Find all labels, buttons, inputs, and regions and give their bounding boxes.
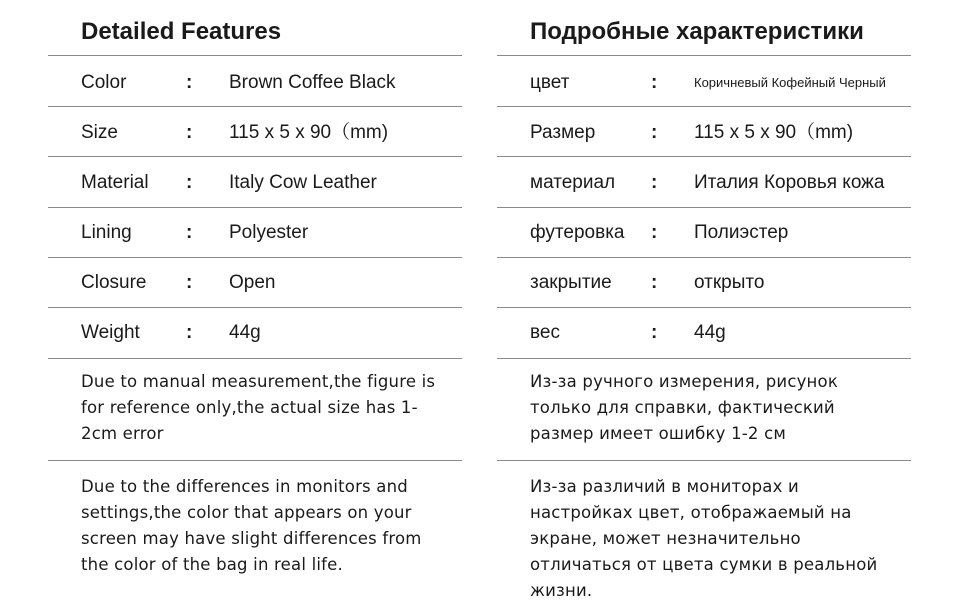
spec-label: Size — [81, 122, 118, 143]
spec-separator: : — [186, 72, 193, 93]
divider — [48, 106, 462, 107]
spec-row-weight — [48, 308, 462, 358]
spec-separator: : — [651, 222, 658, 243]
spec-row-color — [497, 58, 911, 108]
spec-row-lining — [497, 208, 911, 258]
spec-label: Weight — [81, 322, 140, 343]
spec-separator: : — [186, 172, 193, 193]
divider — [497, 460, 911, 461]
color-note: Due to the differences in monitors and settings,the color that appears on your screen may have slight differences from the color of the bag in real life. — [81, 477, 422, 574]
spec-row-material — [48, 158, 462, 208]
divider — [48, 460, 462, 461]
spec-row-closure — [48, 258, 462, 308]
spec-separator: : — [651, 72, 658, 93]
spec-label: Closure — [81, 272, 147, 293]
measurement-note: Из-за ручного измерения, рисунок только для справки, фактический размер имеет ошибку 1-2 см — [530, 372, 839, 443]
spec-value: открыто — [694, 272, 765, 293]
spec-separator: : — [186, 122, 193, 143]
spec-row-size — [497, 108, 911, 158]
divider — [497, 106, 911, 107]
spec-row-material — [497, 158, 911, 208]
divider — [48, 358, 462, 359]
color-note: Из-за различий в мониторах и настройках цвет, отображаемый на экране, может незначительно отличаться от цвета сумки в реальной жизни. — [530, 477, 878, 600]
spec-label: Color — [81, 72, 127, 93]
spec-label: вес — [530, 322, 560, 343]
spec-label: Material — [81, 172, 149, 193]
spec-label: Lining — [81, 222, 132, 243]
spec-separator: : — [651, 272, 658, 293]
spec-row-color — [48, 58, 462, 108]
spec-value: Полиэстер — [694, 222, 789, 243]
spec-separator: : — [651, 172, 658, 193]
spec-separator: : — [186, 322, 193, 343]
spec-value: Italy Cow Leather — [229, 172, 377, 193]
spec-row-size — [48, 108, 462, 158]
spec-row-lining — [48, 208, 462, 258]
spec-label: цвет — [530, 72, 570, 93]
spec-value: Италия Коровья кожа — [694, 172, 885, 193]
divider — [497, 358, 911, 359]
spec-value: 44g — [229, 322, 261, 343]
divider — [48, 55, 462, 56]
spec-row-weight — [497, 308, 911, 358]
divider — [48, 156, 462, 157]
spec-value: 115 x 5 x 90（mm) — [694, 122, 854, 143]
measurement-note: Due to manual measurement,the figure is for reference only,the actual size has 1-2cm error — [81, 372, 436, 443]
spec-label: Размер — [530, 122, 596, 143]
spec-separator: : — [186, 222, 193, 243]
spec-label: материал — [530, 172, 616, 193]
divider — [497, 55, 911, 56]
spec-row-closure — [497, 258, 911, 308]
spec-value: Brown Coffee Black — [229, 72, 396, 93]
panel-title: Detailed Features — [81, 18, 282, 45]
spec-label: футеровка — [530, 222, 625, 243]
spec-separator: : — [651, 122, 658, 143]
divider — [497, 156, 911, 157]
spec-value: 115 x 5 x 90（mm) — [229, 122, 389, 143]
spec-value: Коричневый Кофейный Черный — [694, 75, 886, 90]
spec-value: Open — [229, 272, 276, 293]
spec-value: 44g — [694, 322, 726, 343]
panel-title: Подробные характеристики — [530, 18, 864, 45]
spec-separator: : — [651, 322, 658, 343]
spec-separator: : — [186, 272, 193, 293]
spec-value: Polyester — [229, 222, 309, 243]
spec-label: закрытие — [530, 272, 612, 293]
